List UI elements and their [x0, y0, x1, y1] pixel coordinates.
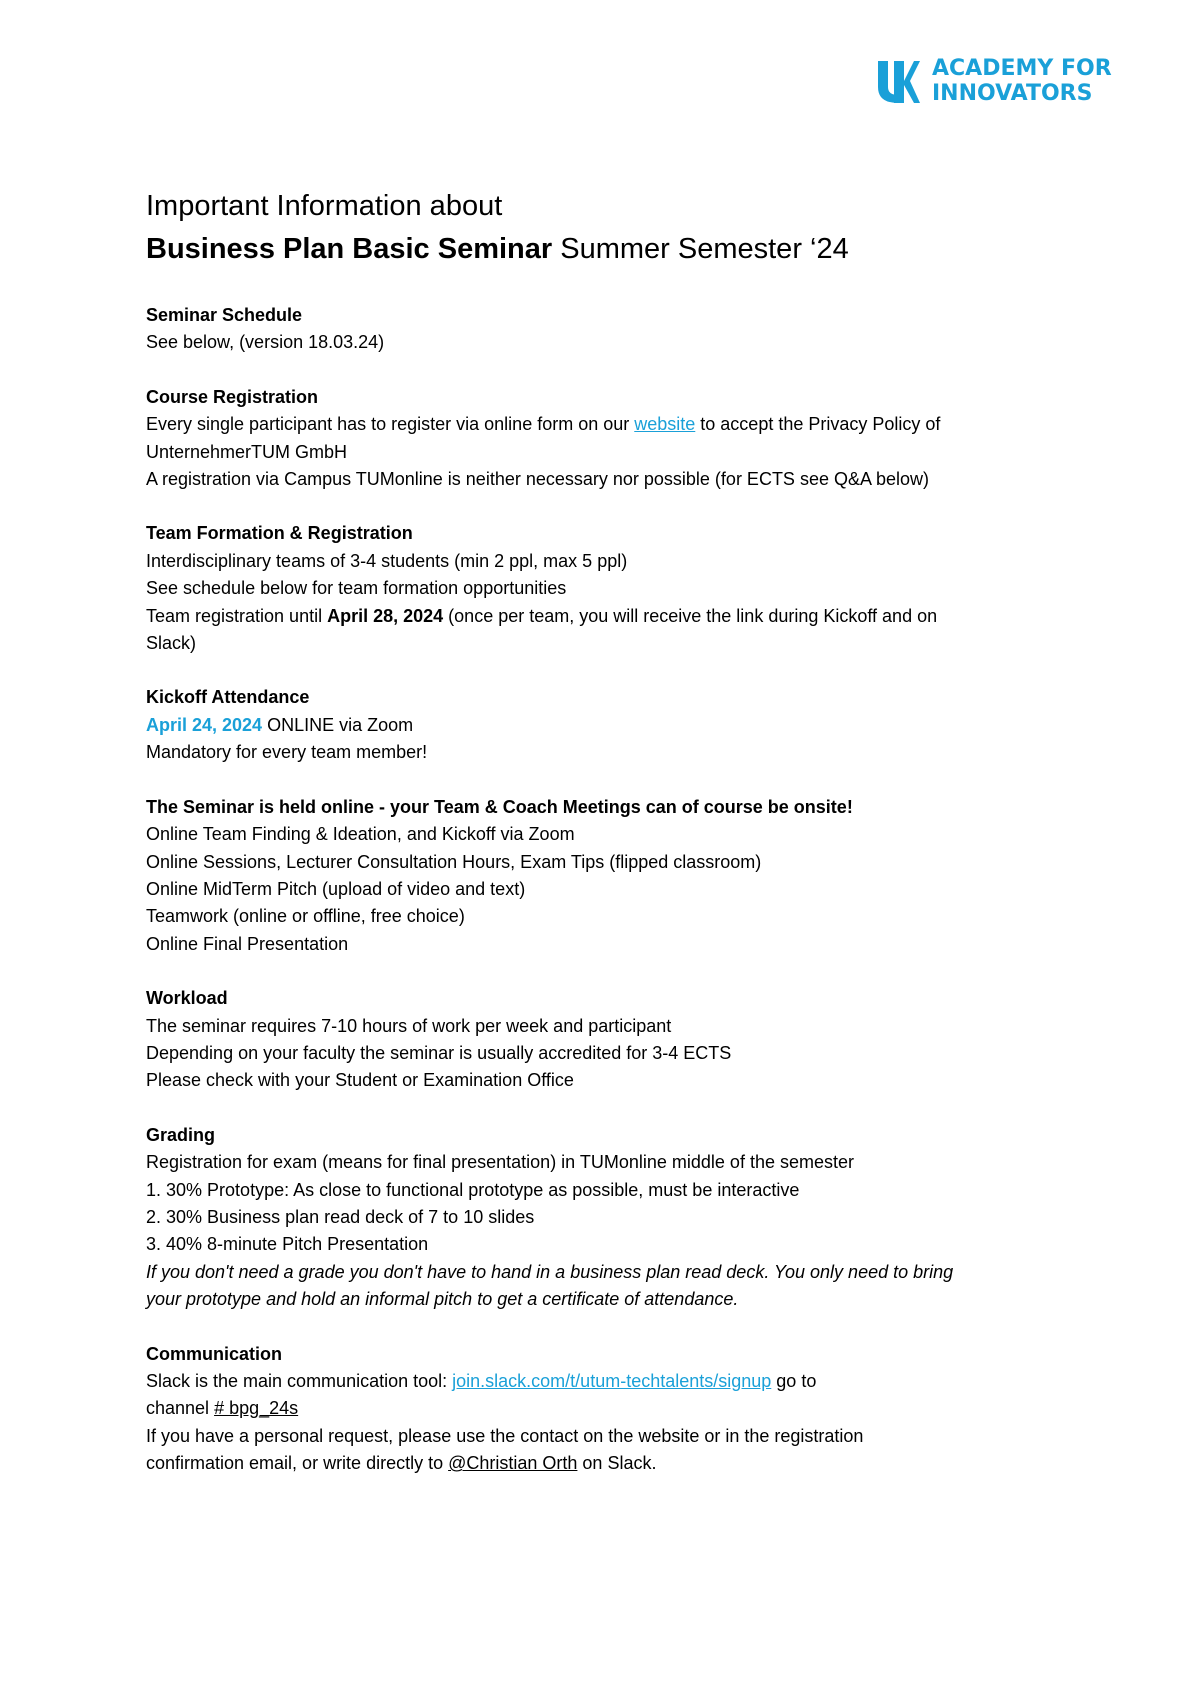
kickoff-line-1-post: ONLINE via Zoom	[262, 714, 414, 735]
section-workload	[146, 985, 1076, 1095]
online-heading: The Seminar is held online - your Team & Coach Meetings can of course be onsite!	[146, 796, 853, 817]
grading-note-line-1: If you don't need a grade you don't have to hand in a business plan read deck. You only need to bring	[146, 1261, 954, 1282]
communication-line-4-pre: confirmation email, or write directly to	[146, 1453, 449, 1474]
document-body	[146, 186, 1076, 1478]
registration-heading: Course Registration	[146, 386, 319, 407]
team-line-3-post: (once per team, you will receive the link during Kickoff and on	[443, 605, 938, 626]
grading-item: Registration for exam (means for final presentation) in TUMonline middle of the semester	[146, 1152, 854, 1173]
communication-line-1-pre: Slack is the main communication tool:	[146, 1371, 453, 1391]
team-line-2: See schedule below for team formation opportunities	[146, 578, 567, 599]
communication-line-2-pre: channel	[146, 1398, 215, 1419]
kickoff-heading: Kickoff Attendance	[146, 687, 310, 708]
section-schedule	[146, 302, 1076, 357]
schedule-heading: Seminar Schedule	[146, 305, 303, 325]
registration-line-1-pre: Every single participant has to register via online form on our	[146, 414, 635, 435]
logo-wordmark	[932, 56, 1112, 106]
logo-line-2: INNOVATORS	[932, 81, 1093, 106]
communication-line-1-post: go to	[771, 1371, 817, 1391]
team-line-3-pre: Team registration until	[146, 605, 328, 626]
website-link[interactable]: website	[634, 414, 696, 435]
workload-heading: Workload	[146, 988, 228, 1009]
grading-item: 3. 40% 8-minute Pitch Presentation	[146, 1234, 429, 1255]
slack-mention-link[interactable]: @Christian Orth	[448, 1453, 578, 1474]
communication-line-3: If you have a personal request, please use the contact on the website or in the registration	[146, 1425, 864, 1446]
section-registration	[146, 384, 1076, 494]
communication-line-1	[146, 1368, 1076, 1395]
team-heading: Team Formation & Registration	[146, 523, 413, 544]
communication-line-4-post: on Slack.	[577, 1453, 657, 1474]
page-title-line-1: Important Information about	[146, 190, 503, 222]
registration-line-3: A registration via Campus TUMonline is neither necessary nor possible (for ECTS see Q&A below)	[146, 469, 930, 490]
grading-item: 2. 30% Business plan read deck of 7 to 10 slides	[146, 1206, 535, 1227]
online-item: Online Final Presentation	[146, 933, 349, 954]
section-kickoff	[146, 684, 1076, 766]
slack-signup-link[interactable]: join.slack.com/t/utum-techtalents/signup	[452, 1371, 772, 1391]
team-registration-deadline: April 28, 2024	[327, 605, 444, 626]
online-item: Online Team Finding & Ideation, and Kickoff via Zoom	[146, 824, 575, 845]
academy-logo-mark-icon	[874, 57, 922, 105]
kickoff-line-1	[146, 712, 1076, 739]
registration-line-1-post: to accept the Privacy Policy of	[695, 414, 941, 435]
workload-item: The seminar requires 7-10 hours of work per week and participant	[146, 1015, 672, 1036]
section-team	[146, 520, 1076, 657]
team-line-3	[146, 603, 1076, 630]
page-title-rest: Summer Semester ‘24	[552, 233, 849, 265]
workload-item: Depending on your faculty the seminar is usually accredited for 3-4 ECTS	[146, 1042, 732, 1063]
registration-line-1	[146, 411, 1076, 438]
communication-line-2	[146, 1395, 1076, 1422]
schedule-text: See below, (version 18.03.24)	[146, 332, 385, 353]
workload-item: Please check with your Student or Examination Office	[146, 1070, 574, 1091]
online-item: Online MidTerm Pitch (upload of video and text)	[146, 878, 526, 899]
grading-note-line-2: your prototype and hold an informal pitch to get a certificate of attendance.	[146, 1289, 739, 1310]
logo-line-1: ACADEMY FOR	[932, 56, 1112, 81]
section-communication	[146, 1341, 1076, 1478]
grading-heading: Grading	[146, 1124, 216, 1145]
grading-item: 1. 30% Prototype: As close to functional prototype as possible, must be interactive	[146, 1179, 800, 1200]
slack-channel-link[interactable]: # bpg_24s	[214, 1398, 299, 1419]
kickoff-line-2: Mandatory for every team member!	[146, 742, 428, 763]
online-item: Online Sessions, Lecturer Consultation Hours, Exam Tips (flipped classroom)	[146, 851, 762, 872]
team-line-4: Slack)	[146, 633, 197, 654]
registration-line-2: UnternehmerTUM GmbH	[146, 441, 348, 462]
page-title-bold: Business Plan Basic Seminar	[146, 233, 553, 265]
page-title-line-2	[146, 226, 1076, 272]
kickoff-date: April 24, 2024	[146, 714, 263, 735]
online-item: Teamwork (online or offline, free choice)	[146, 906, 465, 927]
section-grading	[146, 1122, 1076, 1314]
team-line-1: Interdisciplinary teams of 3-4 students (min 2 ppl, max 5 ppl)	[146, 550, 628, 571]
academy-logo	[874, 56, 1112, 106]
section-online	[146, 794, 1076, 958]
communication-heading: Communication	[146, 1343, 283, 1364]
communication-line-4	[146, 1450, 1076, 1477]
